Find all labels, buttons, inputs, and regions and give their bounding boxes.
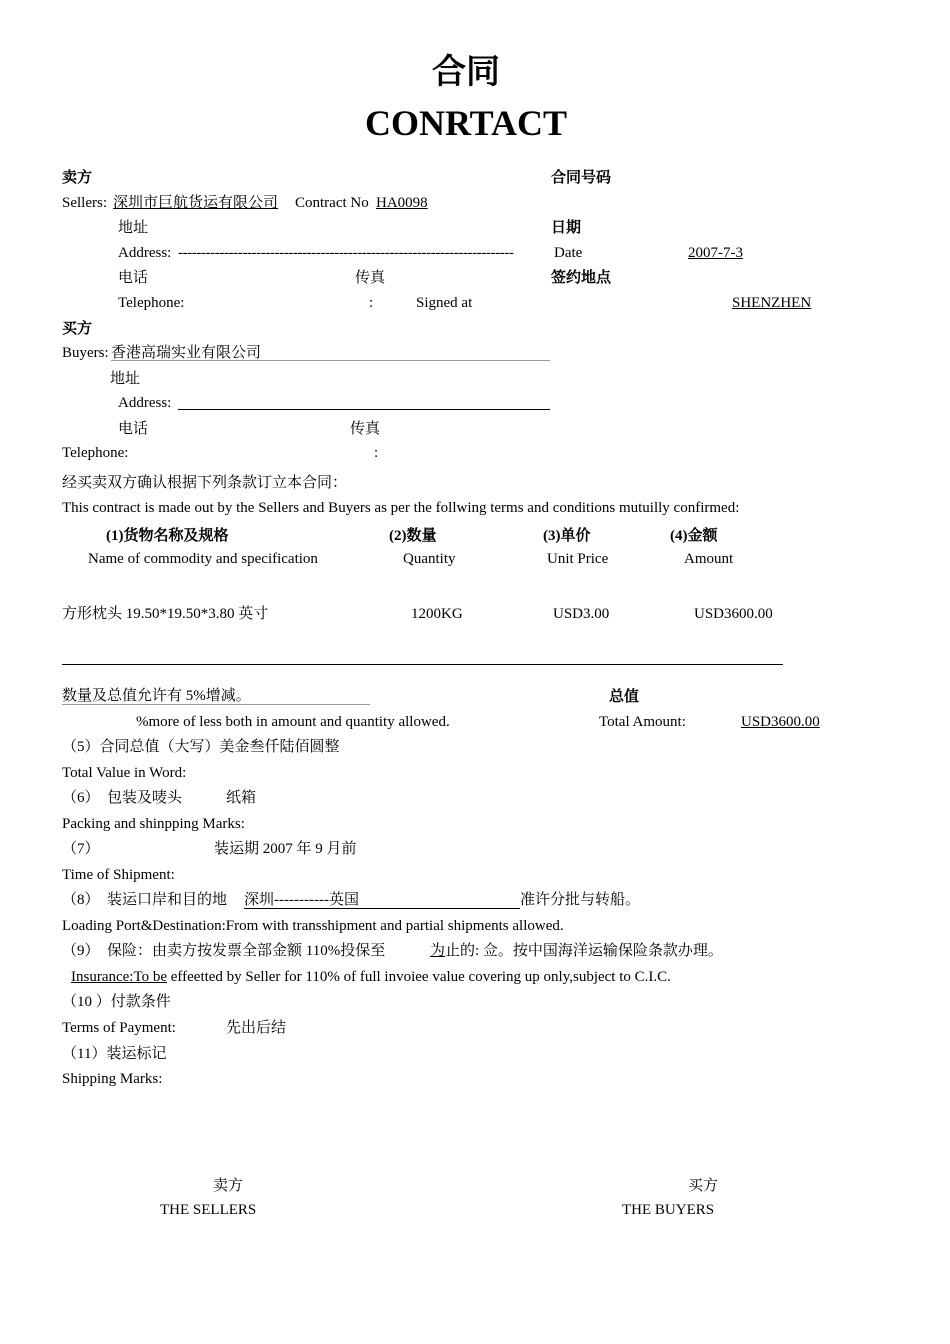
seller-name: 深圳市巨航货运有限公司 xyxy=(113,195,279,211)
clause7-cn: （7） xyxy=(62,841,100,857)
seller-label-cn: 卖方 xyxy=(62,170,93,186)
row-unit-price: USD3.00 xyxy=(553,606,610,622)
clause8-en: Loading Port&Destination:From with transshipment and partial shipments allowed. xyxy=(62,918,564,934)
clause10-cn: （10 ）付款条件 xyxy=(62,994,171,1010)
buyer-name: 香港高瑞实业有限公司 xyxy=(111,345,262,361)
clause6-value: 纸箱 xyxy=(226,790,257,806)
seller-label-en: Sellers: xyxy=(62,195,107,211)
buyer-phone-en: Telephone: xyxy=(62,445,129,461)
header-amount-en: Amount xyxy=(684,551,734,567)
clause8-route-underline xyxy=(244,908,520,909)
clause9-mid: 为 xyxy=(430,943,446,959)
date-value: 2007-7-3 xyxy=(688,245,743,261)
row-commodity: 方形枕头 19.50*19.50*3.80 英寸 xyxy=(62,606,269,622)
clause8-cn: （8） 装运口岸和目的地 xyxy=(62,892,228,908)
header-amount-cn: (4)金额 xyxy=(670,528,718,544)
buyer-label-en: Buyers: xyxy=(62,345,109,361)
total-value: USD3600.00 xyxy=(741,714,820,730)
row-amount: USD3600.00 xyxy=(694,606,773,622)
date-label-cn: 日期 xyxy=(551,220,582,236)
contract-no-label-cn: 合同号码 xyxy=(551,170,612,186)
buyer-fax-colon: : xyxy=(374,445,379,461)
seller-fax-cn: 传真 xyxy=(355,270,386,286)
clause10-en: Terms of Payment: xyxy=(62,1020,176,1036)
clause5-cn: （5）合同总值（大写）美金叁仟陆佰圆整 xyxy=(62,739,340,755)
title-cn: 合同 xyxy=(432,52,500,92)
title-en: CONRTACT xyxy=(364,103,568,143)
buyer-address-en: Address: xyxy=(118,395,172,411)
contract-no-label: Contract No xyxy=(295,195,369,211)
total-label: Total Amount: xyxy=(599,714,686,730)
clause9-en-rest: effeetted by Seller for 110% of full invoiee value covering up only,subject to C.I.C. xyxy=(167,969,671,985)
intro-en: This contract is made out by the Sellers and Buyers as per the follwing terms and conditions mutuilly confirmed: xyxy=(62,500,740,516)
buyer-fax-cn: 传真 xyxy=(350,421,381,437)
clause9-cn: （9） 保险：由卖方按发票全部金额 110%投保至 xyxy=(62,943,386,959)
buyer-name-underline xyxy=(111,360,550,361)
total-label-cn: 总值 xyxy=(609,689,640,705)
header-commodity-en: Name of commodity and specification xyxy=(88,551,318,567)
seller-phone-en: Telephone: xyxy=(118,295,185,311)
seller-address-en: Address: xyxy=(118,245,172,261)
clause11-en: Shipping Marks: xyxy=(62,1071,163,1087)
clause8-route: 深圳-----------英国 xyxy=(244,892,359,908)
sign-seller-en: THE SELLERS xyxy=(160,1202,257,1218)
clause10-value: 先出后结 xyxy=(226,1020,287,1036)
seller-fax-colon: : xyxy=(369,295,374,311)
header-commodity-cn: (1)货物名称及规格 xyxy=(106,528,229,544)
row-quantity: 1200KG xyxy=(411,606,463,622)
header-unit-price-en: Unit Price xyxy=(547,551,609,567)
buyer-address-cn: 地址 xyxy=(110,371,141,387)
tolerance-en: %more of less both in amount and quantity allowed. xyxy=(136,714,450,730)
clause7-value: 装运期 2007 年 9 月前 xyxy=(214,841,357,857)
clause11-cn: （11）装运标记 xyxy=(62,1046,167,1062)
header-unit-price-cn: (3)单价 xyxy=(543,528,591,544)
tolerance-cn: 数量及总值允许有 5%增减。 xyxy=(62,688,251,704)
buyer-address-underline xyxy=(178,409,550,410)
clause6-cn: （6） 包装及唛头 xyxy=(62,790,183,806)
table-divider xyxy=(62,664,783,665)
buyer-phone-cn: 电话 xyxy=(118,421,149,437)
tolerance-underline xyxy=(62,704,370,705)
signed-place-label-cn: 签约地点 xyxy=(551,270,612,286)
contract-no-value: HA0098 xyxy=(376,195,428,211)
seller-address-dashes: ------------------------------------------------------------------------- xyxy=(178,245,514,261)
clause9-tail: 止的: 佥。按中国海洋运输保险条款办理。 xyxy=(445,943,723,959)
sign-seller-cn: 卖方 xyxy=(213,1178,244,1194)
clause8-tail: 准许分批与转船。 xyxy=(520,892,641,908)
clause6-en: Packing and shinpping Marks: xyxy=(62,816,245,832)
signed-place-value: SHENZHEN xyxy=(732,295,812,311)
header-quantity-en: Quantity xyxy=(403,551,456,567)
seller-phone-cn: 电话 xyxy=(118,270,149,286)
seller-address-cn: 地址 xyxy=(118,220,149,236)
date-label: Date xyxy=(554,245,583,261)
intro-cn: 经买卖双方确认根据下列条款订立本合同： xyxy=(62,475,348,491)
header-quantity-cn: (2)数量 xyxy=(389,528,437,544)
buyer-label-cn: 买方 xyxy=(62,321,93,337)
clause7-en: Time of Shipment: xyxy=(62,867,175,883)
signed-place-label: Signed at xyxy=(416,295,473,311)
sign-buyer-en: THE BUYERS xyxy=(622,1202,715,1218)
clause5-en: Total Value in Word: xyxy=(62,765,187,781)
clause9-en xyxy=(71,968,671,986)
clause9-en-underlined: Insurance:To be xyxy=(71,969,167,985)
sign-buyer-cn: 买方 xyxy=(688,1178,719,1194)
